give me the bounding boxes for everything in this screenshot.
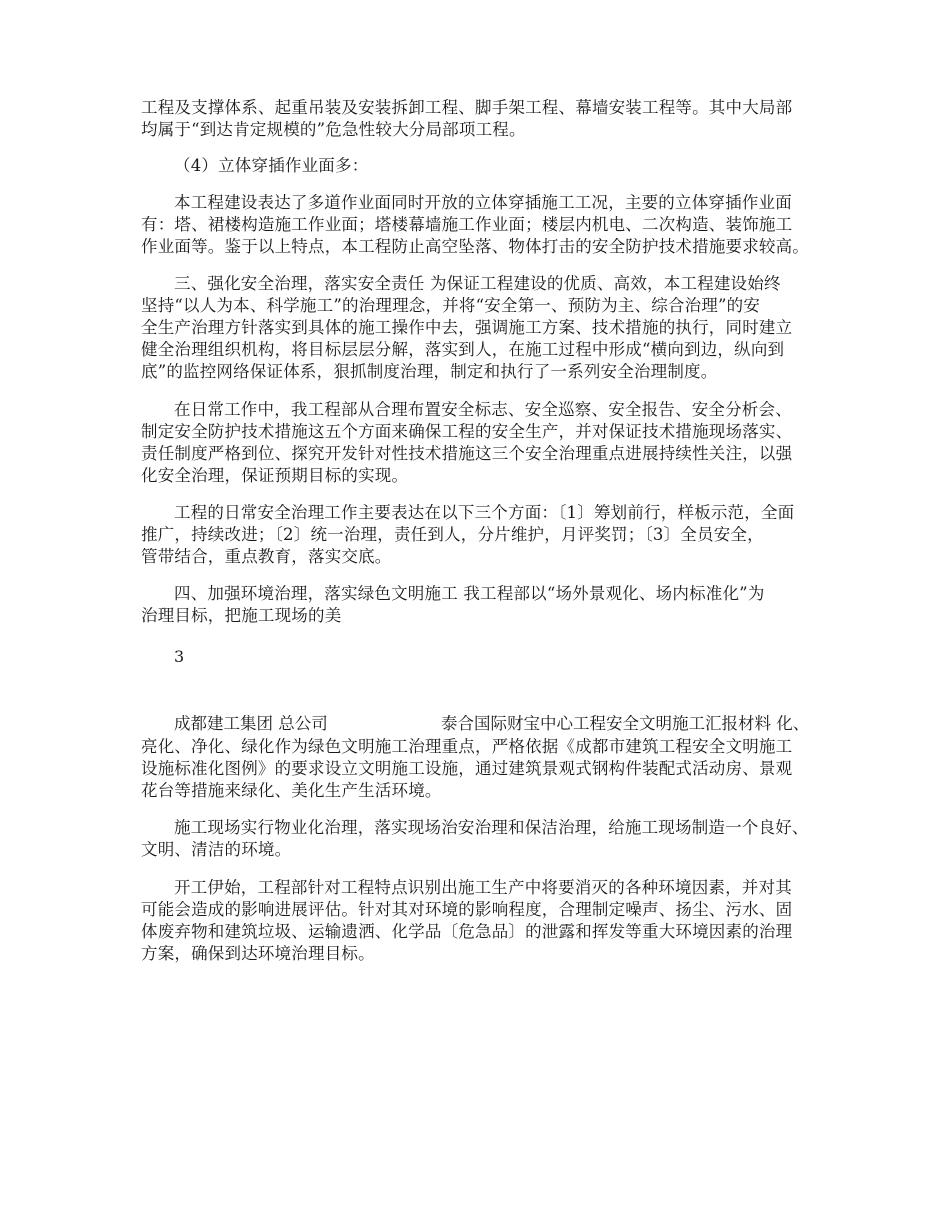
body-text-line: 工程及支撑体系、起重吊装及安装拆卸工程、脚手架工程、幕墙安装工程等。其中大局部 (141, 98, 793, 117)
page-header-title: 泰合国际财宝中心工程安全文明施工汇报材料 化、 (441, 714, 810, 733)
body-text-line: 化安全治理，保证预期目标的实现。 (141, 466, 409, 485)
body-text-line: 责任制度严格到位、探究开发针对性技术措施这三个安全治理重点进展持续性关注，以强 (141, 444, 793, 463)
body-text-line: 本工程建设表达了多道作业面同时开放的立体穿插施工工况，主要的立体穿插作业面 (174, 193, 792, 212)
body-text-line: 方案，确保到达环境治理目标。 (141, 944, 375, 963)
section-heading-line: 四、加强环境治理，落实绿色文明施工 我工程部以“场外景观化、场内标准化”为 (174, 584, 765, 603)
body-text-line: 健全治理组织机构，将目标层层分解，落实到人，在施工过程中形成“横向到边，纵向到 (141, 340, 785, 359)
body-text-line: 亮化、净化、绿化作为绿色文明施工治理重点，严格依据《成都市建筑工程安全文明施工 (141, 737, 793, 756)
page-header-company: 成都建工集团 总公司 (174, 714, 328, 733)
body-text-line: 管带结合，重点教育，落实交底。 (141, 547, 392, 566)
body-text-line: 工程的日常安全治理工作主要表达在以下三个方面：〔1〕筹划前行，样板示范，全面 (174, 503, 795, 522)
body-text-line: 均属于“到达肯定规模的”危急性较大分局部项工程。 (141, 120, 526, 139)
body-text-line: 文明、清洁的环境。 (141, 840, 292, 859)
body-text-line: 可能会造成的影响进展评估。针对其对环境的影响程度，合理制定噪声、扬尘、污水、固 (141, 900, 793, 919)
body-text-line: 作业面等。鉴于以上特点，本工程防止高空坠落、物体打击的安全防护技术措施要求较高。 (141, 237, 809, 256)
body-text-line: 治理目标，把施工现场的美 (141, 606, 342, 625)
section-heading-line: 三、强化安全治理，落实安全责任 为保证工程建设的优质、高效，本工程建设始终 (174, 274, 781, 293)
body-text-line: 全生产治理方针落实到具体的施工操作中去，强调施工方案、技术措施的执行，同时建立 (141, 318, 793, 337)
page-number: 3 (174, 647, 185, 666)
body-text-line: 制定安全防护技术措施这五个方面来确保工程的安全生产，并对保证技术措施现场落实、 (141, 422, 793, 441)
body-text-line: 体废弃物和建筑垃圾、运输遗洒、化学品〔危急品〕的泄露和挥发等重大环境因素的治理 (141, 922, 793, 941)
body-text-line: 在日常工作中，我工程部从合理布置安全标志、安全巡察、安全报告、安全分析会、 (174, 400, 792, 419)
section-subheading: （4）立体穿插作业面多： (174, 156, 369, 175)
body-text-line: 施工现场实行物业化治理，落实现场治安治理和保洁治理，给施工现场制造一个良好、 (174, 818, 809, 837)
body-text-line: 开工伊始，工程部针对工程特点识别出施工生产中将要消灭的各种环境因素，并对其 (174, 878, 792, 897)
body-text-line: 设施标准化图例》的要求设立文明施工设施，通过建筑景观式钢构件装配式活动房、景观 (141, 759, 793, 778)
body-text-line: 底”的监控网络保证体系，狠抓制度治理，制定和执行了一系列安全治理制度。 (141, 362, 718, 381)
body-text-line: 花台等措施来绿化、美化生产生活环境。 (141, 781, 442, 800)
body-text-line: 推广，持续改进；〔2〕统一治理，责任到人，分片维护，月评奖罚；〔3〕全员安全， (141, 525, 764, 544)
body-text-line: 坚持“以人为本、科学施工”的治理理念，并将“安全第一、预防为主、综合治理”的安 (141, 296, 761, 315)
body-text-line: 有：塔、裙楼构造施工作业面；塔楼幕墙施工作业面；楼层内机电、二次构造、装饰施工 (141, 215, 793, 234)
